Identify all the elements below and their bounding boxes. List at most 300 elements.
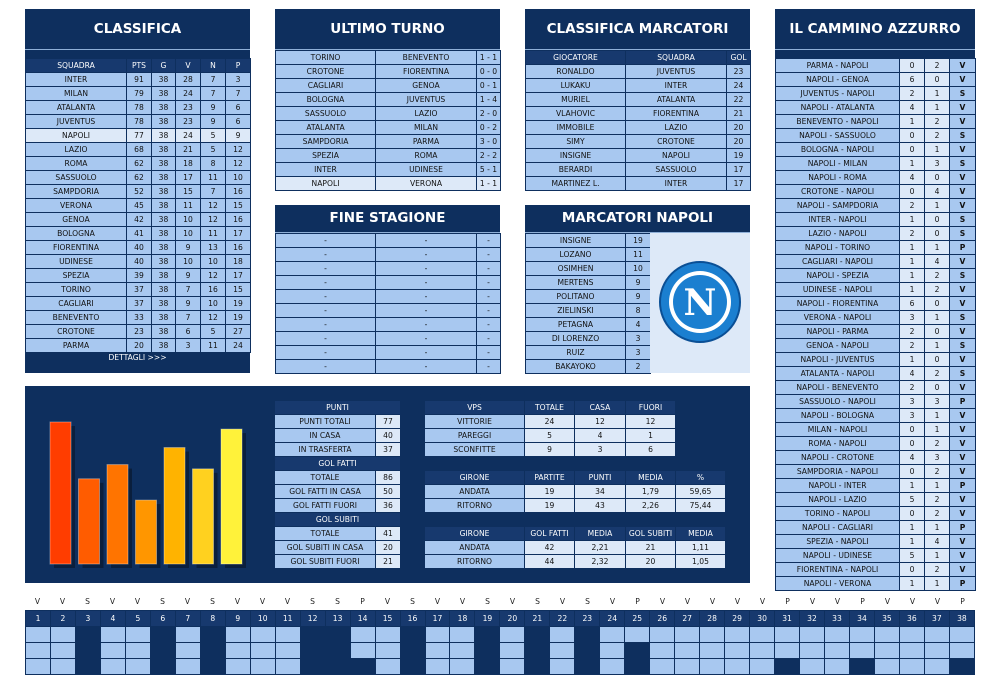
table-cell: 38 [152, 325, 176, 339]
timeline-cell [375, 659, 400, 675]
table-row [776, 563, 976, 577]
table-row [776, 227, 976, 241]
table-cell: 1,79 [626, 485, 676, 499]
timeline-cell [325, 659, 350, 675]
table-row [526, 360, 651, 374]
table-cell: JUVENTUS [376, 93, 477, 107]
timeline-cell [475, 643, 500, 659]
timeline-cell [425, 659, 450, 675]
table-cell: 10 [201, 255, 226, 269]
table-row [776, 87, 976, 101]
table-cell: - [477, 318, 501, 332]
score-cell: 1 [925, 101, 950, 115]
score-cell: 1 [925, 479, 950, 493]
column-header: P [226, 59, 251, 73]
table-cell: LUKAKU [526, 79, 626, 93]
svg-text:N: N [683, 282, 717, 324]
table-cell: 11 [201, 227, 226, 241]
table-cell: INTER [626, 177, 727, 191]
table-row [276, 234, 501, 248]
timeline-cell [125, 627, 150, 643]
timeline-result: P [960, 597, 965, 606]
table-row [275, 555, 401, 569]
table-cell: 0 - 0 [477, 65, 501, 79]
timeline-cell [425, 643, 450, 659]
table-row [526, 121, 751, 135]
table-row [526, 79, 751, 93]
table-cell: 2 [626, 360, 651, 374]
table-cell: 5 - 1 [477, 163, 501, 177]
table-cell: 1 - 4 [477, 93, 501, 107]
table-cell: MILAN [376, 121, 477, 135]
table-row [526, 234, 651, 248]
table-cell: 17 [226, 269, 251, 283]
timeline-cell [475, 627, 500, 643]
table-cell: 15 [226, 283, 251, 297]
result-cell: S [950, 227, 976, 241]
table-cell: 38 [152, 241, 176, 255]
stat-label: GOL SUBITI FUORI [275, 555, 376, 569]
result-cell: V [950, 101, 976, 115]
table-cell: SPEZIA [26, 269, 127, 283]
table-row [276, 304, 501, 318]
timeline-cell [350, 643, 375, 659]
timeline-result: S [85, 597, 90, 606]
bar [164, 448, 185, 564]
stat-label: GOL FATTI IN CASA [275, 485, 376, 499]
table-cell: 9 [176, 241, 201, 255]
table-cell: MERTENS [526, 276, 626, 290]
timeline-cell [500, 643, 525, 659]
table-cell: 23 [727, 65, 751, 79]
timeline-cell [450, 643, 475, 659]
table-row [526, 290, 651, 304]
table-cell: 17 [176, 171, 201, 185]
fine-stagione-table [275, 233, 501, 374]
score-cell: 2 [900, 227, 925, 241]
match-cell: NAPOLI - SAMPDORIA [776, 199, 900, 213]
table-cell: 9 [626, 276, 651, 290]
result-cell: P [950, 521, 976, 535]
table-cell: 19 [626, 234, 651, 248]
table-cell: 45 [127, 199, 152, 213]
score-cell: 1 [925, 521, 950, 535]
napoli-logo-icon [658, 260, 742, 344]
table-cell: 3 [575, 443, 626, 457]
table-cell: 4 [575, 429, 626, 443]
header-row [275, 401, 401, 415]
table-cell: OSIMHEN [526, 262, 626, 276]
timeline-cell [550, 643, 575, 659]
table-cell: BERARDI [526, 163, 626, 177]
table-row [425, 415, 676, 429]
column-header: SQUADRA [626, 51, 727, 65]
table-cell: BOLOGNA [276, 93, 376, 107]
table-row [276, 51, 501, 65]
score-cell: 3 [925, 395, 950, 409]
table-row [526, 318, 651, 332]
table-cell: 19 [727, 149, 751, 163]
table-row [776, 507, 976, 521]
result-cell: V [950, 493, 976, 507]
timeline-cell [325, 627, 350, 643]
timeline-cell [175, 643, 200, 659]
table-cell: - [477, 360, 501, 374]
timeline-result: V [809, 597, 816, 606]
timeline-cell [200, 643, 225, 659]
table-cell: - [376, 360, 477, 374]
timeline-cell [525, 643, 550, 659]
table-cell: 21 [727, 107, 751, 121]
table-cell: 22 [727, 93, 751, 107]
timeline-cell [250, 627, 275, 643]
score-cell: 0 [925, 73, 950, 87]
table-cell: 17 [727, 177, 751, 191]
timeline-cell [849, 659, 874, 675]
stat-label: IN TRASFERTA [275, 443, 376, 457]
table-cell: 78 [127, 101, 152, 115]
match-cell: NAPOLI - UDINESE [776, 549, 900, 563]
matchday-number: 3 [75, 611, 100, 627]
timeline-cell [949, 643, 974, 659]
matchday-number: 8 [200, 611, 225, 627]
table-cell: - [477, 346, 501, 360]
table-row [26, 213, 251, 227]
timeline-cell [625, 643, 650, 659]
table-cell: 9 [525, 443, 575, 457]
matchday-number: 2 [50, 611, 75, 627]
table-cell: 15 [226, 199, 251, 213]
matchday-number: 36 [899, 611, 924, 627]
table-cell: - [276, 276, 376, 290]
timeline-cell [825, 643, 850, 659]
result-cell: P [950, 241, 976, 255]
table-row [776, 325, 976, 339]
table-cell: 6 [226, 101, 251, 115]
matchday-number: 34 [849, 611, 874, 627]
table-cell: 91 [127, 73, 152, 87]
stat-label: GOL FATTI FUORI [275, 499, 376, 513]
timeline-cell [725, 643, 750, 659]
table-cell: 7 [176, 283, 201, 297]
timeline-result: S [160, 597, 165, 606]
table-row [275, 541, 401, 555]
table-cell: 24 [226, 339, 251, 353]
table-row [276, 163, 501, 177]
ultimo-turno-panel [275, 9, 500, 191]
table-cell: 38 [152, 87, 176, 101]
timeline-cell [500, 627, 525, 643]
timeline-cell [275, 643, 300, 659]
table-cell: 17 [226, 227, 251, 241]
table-cell: PARMA [26, 339, 127, 353]
table-row [526, 332, 651, 346]
matchday-number: 35 [874, 611, 899, 627]
timeline-cell [350, 627, 375, 643]
table-cell: MURIEL [526, 93, 626, 107]
timeline-cell [300, 659, 325, 675]
match-cell: CROTONE - NAPOLI [776, 185, 900, 199]
table-cell: 1,11 [676, 541, 726, 555]
table-cell: 44 [525, 555, 575, 569]
table-cell: 38 [152, 283, 176, 297]
result-cell: V [950, 535, 976, 549]
table-cell: 38 [152, 115, 176, 129]
timeline-result: S [485, 597, 490, 606]
timeline-result: V [834, 597, 841, 606]
timeline-cell [300, 643, 325, 659]
table-cell: INSIGNE [526, 149, 626, 163]
timeline-result: P [860, 597, 865, 606]
table-cell: RONALDO [526, 65, 626, 79]
match-cell: NAPOLI - INTER [776, 479, 900, 493]
table-cell: 10 [201, 297, 226, 311]
section-header: PUNTI [275, 401, 401, 415]
table-cell: JUVENTUS [26, 115, 127, 129]
table-cell: 19 [525, 499, 575, 513]
matchday-number: 11 [275, 611, 300, 627]
table-cell: 12 [201, 213, 226, 227]
table-cell: ZIELINSKI [526, 304, 626, 318]
table-row [425, 555, 726, 569]
table-cell: 3 [176, 339, 201, 353]
table-cell: 39 [127, 269, 152, 283]
table-cell: LAZIO [26, 143, 127, 157]
table-cell: IMMOBILE [526, 121, 626, 135]
matchday-number: 5 [125, 611, 150, 627]
timeline-result: V [284, 597, 291, 606]
table-row [776, 549, 976, 563]
column-header: G [152, 59, 176, 73]
cammino-title: IL CAMMINO AZZURRO [775, 9, 975, 50]
matchday-number: 12 [300, 611, 325, 627]
table-cell: CROTONE [626, 135, 727, 149]
table-cell: 7 [226, 87, 251, 101]
timeline-cell [600, 659, 625, 675]
table-cell: INTER [626, 79, 727, 93]
table-cell: GENOA [376, 79, 477, 93]
table-row [776, 185, 976, 199]
match-cell: NAPOLI - ATALANTA [776, 101, 900, 115]
result-cell: V [950, 115, 976, 129]
stat-label: GOL SUBITI IN CASA [275, 541, 376, 555]
timeline-cell [800, 643, 825, 659]
score-cell: 0 [925, 381, 950, 395]
table-cell: 10 [226, 171, 251, 185]
timeline-cell [625, 627, 650, 643]
table-cell: - [276, 248, 376, 262]
table-cell: 41 [127, 227, 152, 241]
table-cell: 20 [127, 339, 152, 353]
table-row [26, 297, 251, 311]
matchday-number: 33 [825, 611, 850, 627]
stat-label: PUNTI TOTALI [275, 415, 376, 429]
score-cell: 4 [900, 171, 925, 185]
table-cell: 27 [226, 325, 251, 339]
score-cell: 0 [925, 325, 950, 339]
matchday-number: 13 [325, 611, 350, 627]
column-header: % [676, 471, 726, 485]
table-cell: 38 [152, 227, 176, 241]
matchday-number: 18 [450, 611, 475, 627]
table-cell: - [276, 290, 376, 304]
table-cell: 2,26 [626, 499, 676, 513]
result-cell: S [950, 129, 976, 143]
matchday-number: 31 [775, 611, 800, 627]
table-cell: 1 [626, 429, 676, 443]
match-cell: SASSUOLO - NAPOLI [776, 395, 900, 409]
timeline-cell [800, 659, 825, 675]
score-cell: 0 [900, 563, 925, 577]
marcatori-napoli-table [525, 233, 651, 374]
table-cell: 40 [127, 255, 152, 269]
match-cell: GENOA - NAPOLI [776, 339, 900, 353]
stats-left-table [274, 400, 401, 569]
result-cell: S [950, 157, 976, 171]
table-row [276, 93, 501, 107]
stat-value: 86 [376, 471, 401, 485]
table-row [776, 465, 976, 479]
table-cell: INTER [26, 73, 127, 87]
table-cell: VITTORIE [425, 415, 525, 429]
column-header: FUORI [626, 401, 676, 415]
table-cell: VERONA [376, 177, 477, 191]
table-cell: JUVENTUS [626, 65, 727, 79]
timeline-result: P [635, 597, 640, 606]
column-header: N [201, 59, 226, 73]
table-cell: 34 [575, 485, 626, 499]
timeline-cell [899, 643, 924, 659]
marcatori-table [525, 50, 751, 191]
table-cell: 24 [176, 129, 201, 143]
table-cell: ANDATA [425, 485, 525, 499]
table-cell: 18 [226, 255, 251, 269]
result-cell: V [950, 199, 976, 213]
table-row [26, 339, 251, 353]
table-row [276, 262, 501, 276]
table-cell: 21 [176, 143, 201, 157]
timeline-cell [150, 659, 175, 675]
table-row [275, 485, 401, 499]
stat-value: 40 [376, 429, 401, 443]
score-cell: 3 [925, 157, 950, 171]
table-cell: 8 [626, 304, 651, 318]
match-cell: NAPOLI - BOLOGNA [776, 409, 900, 423]
table-row [776, 101, 976, 115]
table-row [275, 527, 401, 541]
table-cell: BOLOGNA [26, 227, 127, 241]
table-row [776, 73, 976, 87]
table-cell: 77 [127, 129, 152, 143]
table-cell: - [477, 332, 501, 346]
column-header: PUNTI [575, 471, 626, 485]
result-cell: V [950, 353, 976, 367]
timeline-cell [400, 627, 425, 643]
result-cell: V [950, 409, 976, 423]
table-cell: - [477, 262, 501, 276]
timeline-result: V [59, 597, 66, 606]
table-cell: 75,44 [676, 499, 726, 513]
table-cell: 1 - 1 [477, 177, 501, 191]
table-row [276, 290, 501, 304]
table-row [776, 171, 976, 185]
table-cell: 12 [201, 311, 226, 325]
score-cell: 1 [900, 269, 925, 283]
timeline-result: V [659, 597, 666, 606]
table-cell: CAGLIARI [26, 297, 127, 311]
result-cell: P [950, 577, 976, 591]
timeline-cell [225, 627, 250, 643]
table-cell: - [376, 304, 477, 318]
table-row [425, 485, 726, 499]
match-cell: NAPOLI - SASSUOLO [776, 129, 900, 143]
score-cell: 2 [900, 87, 925, 101]
header-row [526, 51, 751, 65]
column-header: GOL SUBITI [626, 527, 676, 541]
table-cell: - [477, 248, 501, 262]
table-cell: 13 [201, 241, 226, 255]
table-cell: 11 [201, 339, 226, 353]
matchday-number: 16 [400, 611, 425, 627]
table-row [526, 276, 651, 290]
table-cell: 0 - 1 [477, 79, 501, 93]
table-cell: 9 [626, 290, 651, 304]
cammino-panel [775, 9, 975, 588]
table-cell: 20 [727, 121, 751, 135]
score-cell: 1 [900, 213, 925, 227]
table-row [26, 129, 251, 143]
stat-value: 37 [376, 443, 401, 457]
table-row [526, 163, 751, 177]
classifica-table [25, 58, 251, 353]
table-cell: 62 [127, 171, 152, 185]
score-cell: 0 [900, 129, 925, 143]
table-cell: 43 [575, 499, 626, 513]
table-cell: GENOA [26, 213, 127, 227]
table-cell: SAMPDORIA [26, 185, 127, 199]
table-row [776, 577, 976, 591]
score-cell: 0 [925, 171, 950, 185]
table-cell: 38 [152, 339, 176, 353]
stat-label: TOTALE [275, 527, 376, 541]
timeline-cell [225, 643, 250, 659]
result-cell: V [950, 185, 976, 199]
timeline-cell [575, 627, 600, 643]
timeline-cell [949, 659, 974, 675]
table-cell: 8 [201, 157, 226, 171]
table-cell: POLITANO [526, 290, 626, 304]
timeline-cell [625, 659, 650, 675]
table-cell: 79 [127, 87, 152, 101]
match-cell: INTER - NAPOLI [776, 213, 900, 227]
table-cell: - [276, 262, 376, 276]
timeline-result: S [410, 597, 415, 606]
table-row [776, 283, 976, 297]
timeline-cell [874, 643, 899, 659]
table-cell: 38 [152, 269, 176, 283]
result-cell: V [950, 59, 976, 73]
timeline-cell [275, 627, 300, 643]
timeline-result: S [310, 597, 315, 606]
table-cell: MARTINEZ L. [526, 177, 626, 191]
table-row [776, 213, 976, 227]
dettagli-link[interactable]: DETTAGLI >>> [108, 353, 167, 362]
stat-value: 36 [376, 499, 401, 513]
table-row [776, 451, 976, 465]
column-header: CASA [575, 401, 626, 415]
timeline-result: V [259, 597, 266, 606]
timeline-cell [825, 627, 850, 643]
